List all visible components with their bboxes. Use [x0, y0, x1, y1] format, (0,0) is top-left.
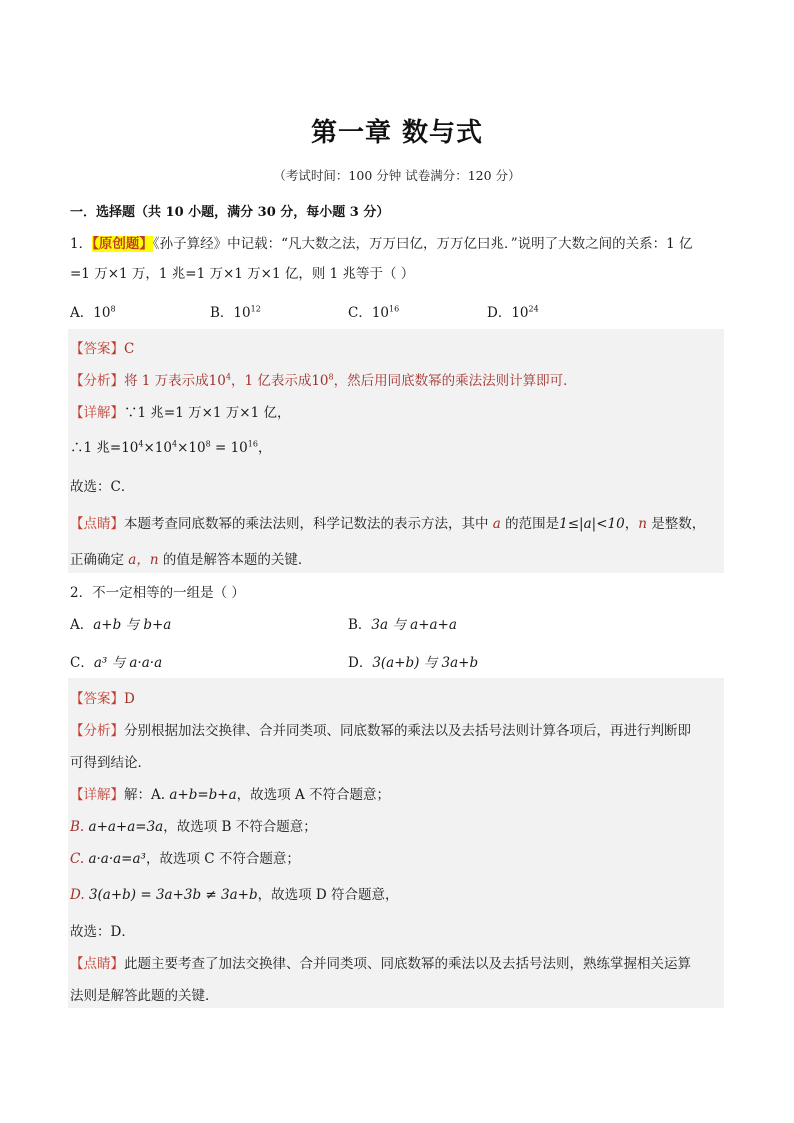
q2-option-c: C．a³ 与 a·a·a: [70, 655, 163, 671]
q2-point-line2: 法则是解答此题的关键．: [70, 988, 219, 1004]
q1-option-d: D．$10^{24}$: [487, 304, 539, 321]
q1-text-line2: =1 万×1 万，1 兆=1 万×1 万×1 亿，则 1 兆等于（ ）: [70, 266, 415, 282]
q1-choose: 故选：C．: [70, 479, 135, 495]
q1-text-line1: 《孙子算经》中记载：“凡大数之法，万万曰亿，万万亿曰兆．”说明了大数之间的关系：1 亿: [152, 236, 693, 252]
q2-detail-b: B. a+a+a=3a，故选项 B 不符合题意；: [70, 819, 317, 835]
q2-stem: 2．不一定相等的一组是（ ）: [70, 585, 245, 601]
q1-option-a: A．$10^8$: [70, 304, 116, 321]
q1-point-line1: 【点睛】本题考查同底数幂的乘法法则，科学记数法的表示方法，其中 a 的范围是1≤|a|<10，n 是整数，: [70, 516, 706, 532]
q2-option-b: B．3a 与 a+a+a: [348, 617, 457, 633]
q1-analysis: 【分析】将 1 万表示成$10^4$，1 亿表示成$10^8$，然后用同底数幂的乘法法则计算即可．: [70, 372, 577, 389]
q2-choose: 故选：D．: [70, 924, 135, 940]
q2-detail-c: C. a·a·a=a³，故选项 C 不符合题意；: [70, 851, 300, 867]
q1-option-b: B．$10^{12}$: [210, 304, 261, 321]
q1-point-line2: 正确确定 a，n 的值是解答本题的关键．: [70, 552, 312, 568]
q1-detail-line2: ∴1 兆$=10^4\times 10^4\times 10^8 = 10^{16}$，: [70, 439, 272, 456]
q1-detail-line1: 【详解】∵1 兆=1 万×1 万×1 亿，: [70, 405, 291, 421]
page-title: 第一章 数与式: [310, 118, 484, 148]
exam-info: （考试时间：100 分钟 试卷满分：120 分）: [273, 168, 521, 183]
q1-option-c: C．$10^{16}$: [348, 304, 400, 321]
q1-number: 1．: [70, 236, 93, 252]
q1-line1: [70, 232, 693, 252]
q2-detail-a: 【详解】解：A. a+b=b+a，故选项 A 不符合题意；: [70, 787, 391, 803]
q2-option-a: A．a+b 与 b+a: [70, 617, 172, 633]
q2-option-d: D．3(a+b) 与 3a+b: [348, 655, 479, 671]
q2-analysis-line1: 【分析】分别根据加法交换律、合并同类项、同底数幂的乘法以及去括号法则计算各项后，再进行判断即: [70, 723, 691, 739]
q2-detail-d: D. 3(a+b) = 3a+3b ≠ 3a+b，故选项 D 符合题意，: [70, 887, 399, 903]
q2-analysis-line2: 可得到结论．: [70, 755, 151, 771]
q1-answer: 【答案】C: [70, 341, 135, 357]
section-heading: 一．选择题（共 10 小题，满分 30 分，每小题 3 分）: [70, 205, 390, 220]
q2-answer: 【答案】D: [70, 691, 135, 707]
q2-point-line1: 【点睛】此题主要考查了加法交换律、合并同类项、同底数幂的乘法以及去括号法则，熟练掌握相关运算: [70, 956, 691, 972]
original-question-tag: 【原创题】: [92, 236, 153, 252]
